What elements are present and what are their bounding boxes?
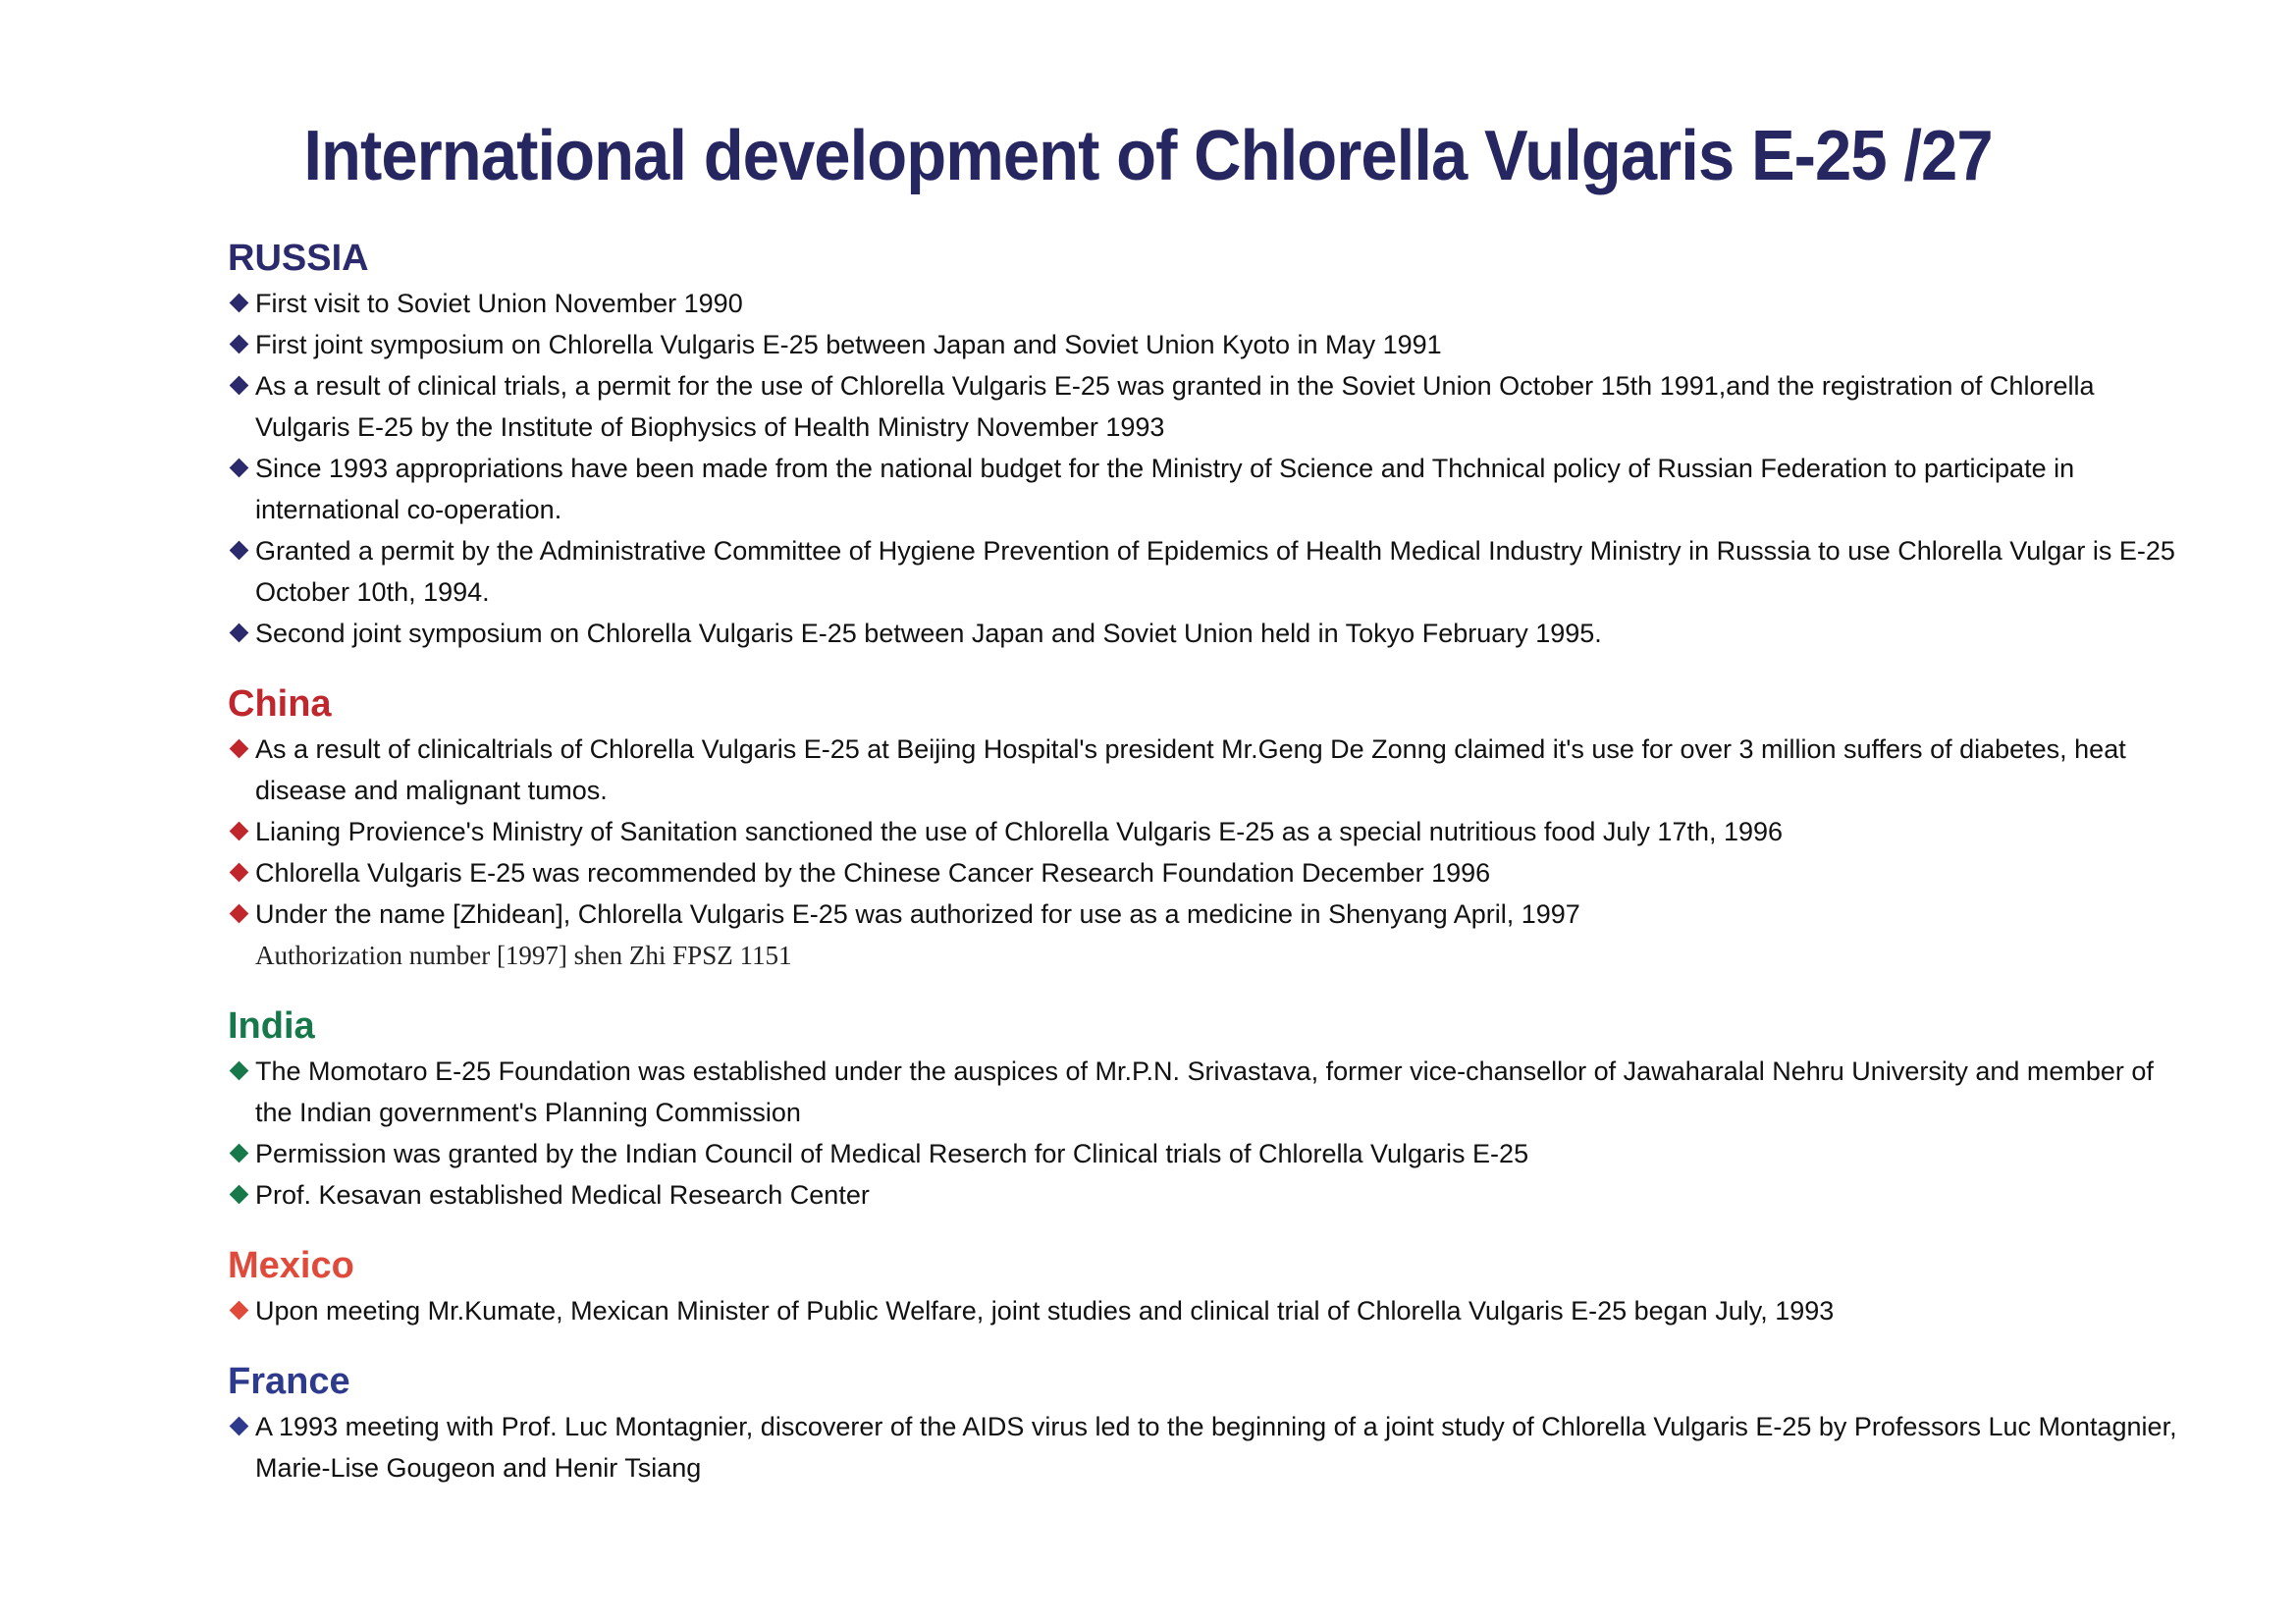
list-item-text: A 1993 meeting with Prof. Luc Montagnier, discoverer of the AIDS virus led to the beginning of a joint study of Chlorella Vulgaris E-25 by Professors Luc Montagnier, Marie-Lise Gougeon and Henir Tsiang [255, 1412, 2177, 1483]
list-item-text: As a result of clinicaltrials of Chlorella Vulgaris E-25 at Beijing Hospital's president Mr.Geng De Zonng claimed it's use for over 3 million suffers of diabetes, heat disease and malignant tumos. [255, 734, 2126, 805]
bullet-list [228, 729, 2191, 935]
diamond-bullet-icon [230, 459, 249, 478]
diamond-bullet-icon [230, 739, 249, 759]
diamond-bullet-icon [230, 904, 249, 924]
list-item-text: Prof. Kesavan established Medical Research Center [255, 1180, 870, 1210]
section-heading: China [228, 683, 332, 725]
diamond-bullet-icon [230, 1061, 249, 1081]
list-item [228, 729, 2191, 811]
list-item-text: The Momotaro E-25 Foundation was established under the auspices of Mr.P.N. Srivastava, former vice-chansellor of Jawaharalal Nehru University and member of the Indian government's Planning Commission [255, 1056, 2154, 1127]
diamond-bullet-icon [230, 541, 249, 561]
diamond-bullet-icon [230, 1301, 249, 1321]
list-item [228, 613, 2191, 654]
authorization-note: Authorization number [1997] shen Zhi FPSZ 1151 [255, 941, 792, 970]
section-heading: France [228, 1361, 350, 1402]
list-item [228, 448, 2191, 530]
list-item-text: Under the name [Zhidean], Chlorella Vulgaris E-25 was authorized for use as a medicine in Shenyang April, 1997 [255, 899, 1580, 929]
list-item-text: Chlorella Vulgaris E-25 was recommended by the Chinese Cancer Research Foundation December 1996 [255, 858, 1491, 888]
page-title: International development of Chlorella Vulgaris E-25 /27 [303, 117, 1993, 195]
diamond-bullet-icon [230, 1417, 249, 1436]
bullet-list [228, 283, 2191, 654]
list-item [228, 1174, 2191, 1216]
section-india [228, 1003, 2191, 1216]
list-item [228, 1051, 2191, 1133]
list-item-text: Lianing Provience's Ministry of Sanitation sanctioned the use of Chlorella Vulgaris E-25 as a special nutritious food July 17th, 1996 [255, 817, 1784, 846]
bullet-list [228, 1051, 2191, 1216]
list-item [228, 324, 2191, 365]
list-item [228, 1133, 2191, 1174]
section-france [228, 1359, 2191, 1489]
list-item [228, 1290, 2191, 1331]
diamond-bullet-icon [230, 1144, 249, 1164]
section-heading: India [228, 1005, 315, 1047]
list-item [228, 852, 2191, 893]
list-item-text: Second joint symposium on Chlorella Vulgaris E-25 between Japan and Soviet Union held in Tokyo February 1995. [255, 619, 1602, 648]
diamond-bullet-icon [230, 623, 249, 643]
list-item [228, 530, 2191, 613]
diamond-bullet-icon [230, 376, 249, 396]
diamond-bullet-icon [230, 822, 249, 841]
list-item [228, 283, 2191, 324]
list-item-text: First joint symposium on Chlorella Vulgaris E-25 between Japan and Soviet Union Kyoto in May 1991 [255, 330, 1442, 359]
list-item-text: Upon meeting Mr.Kumate, Mexican Minister of Public Welfare, joint studies and clinical trial of Chlorella Vulgaris E-25 began July, 1993 [255, 1296, 1835, 1326]
diamond-bullet-icon [230, 863, 249, 883]
section-heading: RUSSIA [228, 238, 369, 279]
list-item-text: First visit to Soviet Union November 1990 [255, 289, 743, 318]
list-item-text: Granted a permit by the Administrative Committee of Hygiene Prevention of Epidemics of Health Medical Industry Ministry in Russsia to use Chlorella Vulgar is E-25 October 10th, 1994. [255, 536, 2175, 607]
section-heading: Mexico [228, 1245, 354, 1286]
bullet-list [228, 1290, 2191, 1331]
diamond-bullet-icon [230, 294, 249, 313]
list-item [228, 365, 2191, 448]
document-body [228, 236, 2191, 1516]
diamond-bullet-icon [230, 335, 249, 354]
section-mexico [228, 1243, 2191, 1331]
section-russia [228, 236, 2191, 654]
list-item [228, 893, 2191, 935]
list-item [228, 1406, 2191, 1489]
list-item-text: Permission was granted by the Indian Council of Medical Reserch for Clinical trials of Chlorella Vulgaris E-25 [255, 1139, 1529, 1168]
diamond-bullet-icon [230, 1185, 249, 1205]
section-china [228, 681, 2191, 976]
bullet-list [228, 1406, 2191, 1489]
list-item-text: As a result of clinical trials, a permit for the use of Chlorella Vulgaris E-25 was granted in the Soviet Union October 15th 1991,and the registration of Chlorella Vulgaris E-25 by the Institute of Biophysics of Health Ministry November 1993 [255, 371, 2095, 442]
list-item [228, 811, 2191, 852]
list-item-text: Since 1993 appropriations have been made from the national budget for the Ministry of Science and Thchnical policy of Russian Federation to participate in international co-operation. [255, 454, 2075, 524]
